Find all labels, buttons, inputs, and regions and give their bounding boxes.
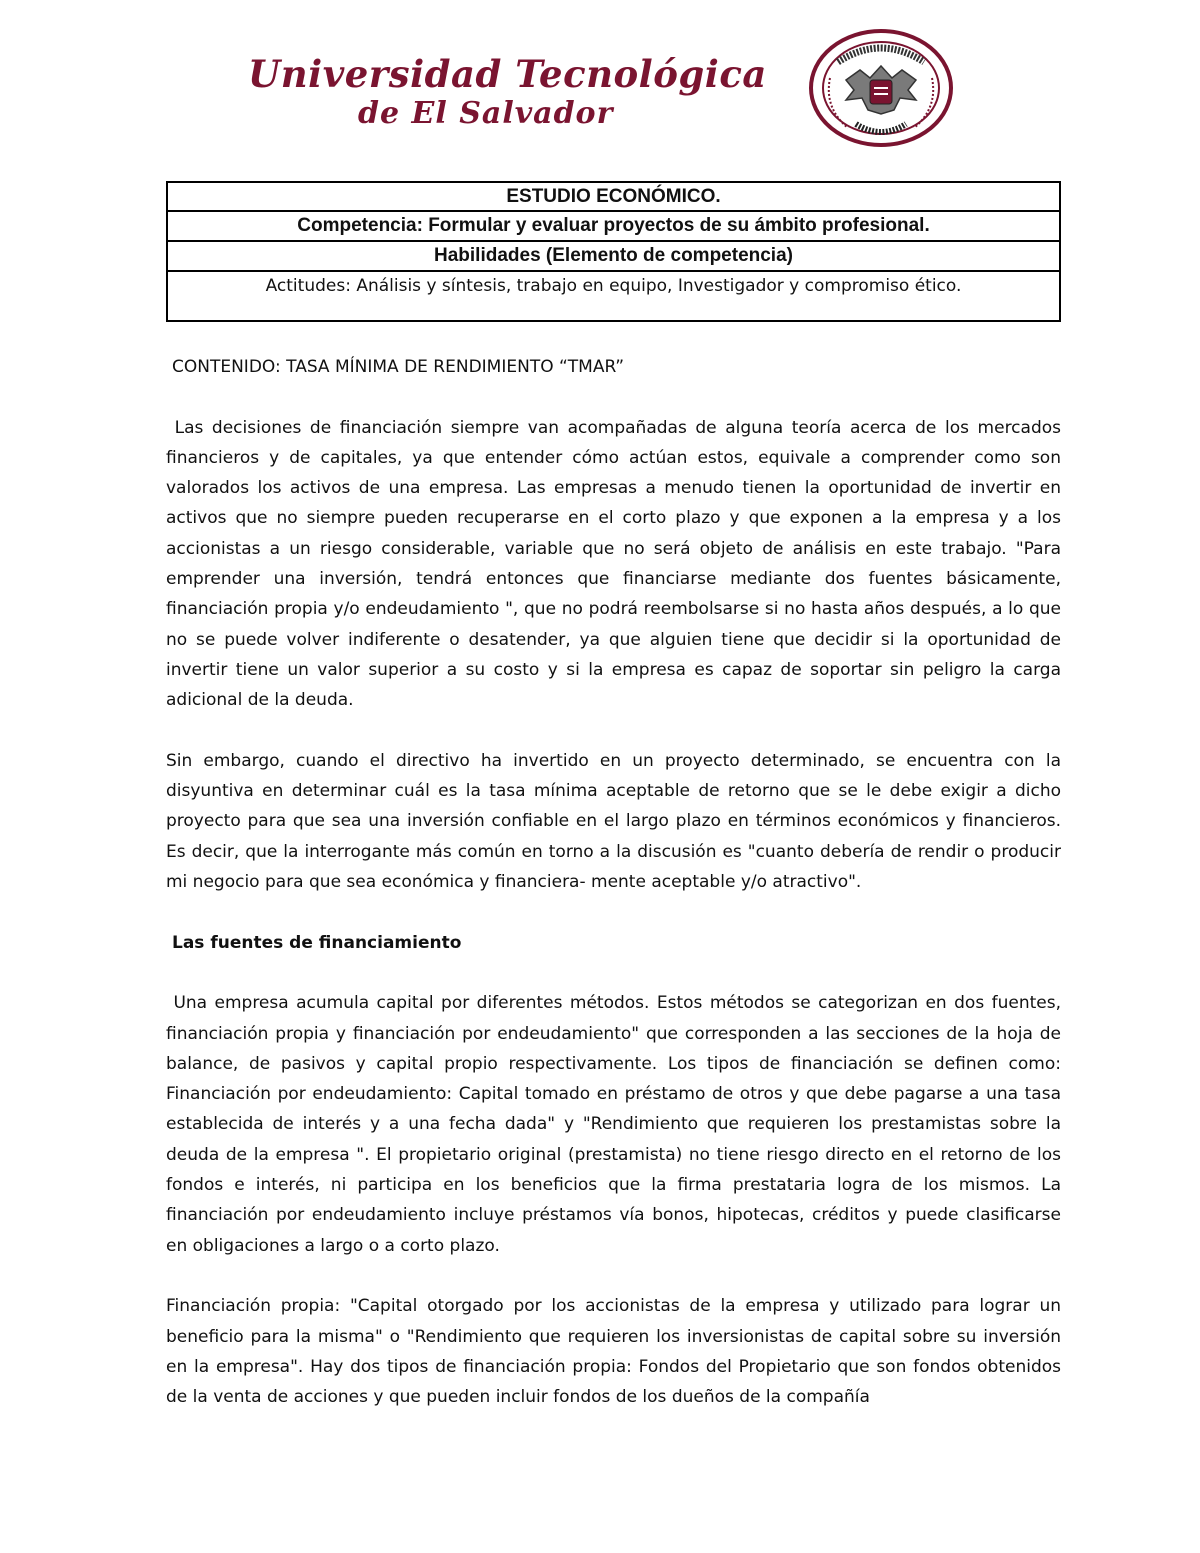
university-name-line2: de El Salvador xyxy=(358,96,614,131)
university-logo-wordmark xyxy=(248,52,793,142)
paragraph-1: Las decisiones de financiación siempre van acompañadas de alguna teoría acerca de los mercados financieros y de capitales, ya que entender cómo actúan estos, equivale a comprender como son valorados los activos de una empresa. Las empresas a menudo tienen la oportunidad de invertir en activos que no siempre pueden recuperarse en el corto plazo y que exponen a la empresa y a los accionistas a un riesgo considerable, variable que no será objeto de análisis en este trabajo. "Para emprender una inversión, tendrá entonces que financiarse mediante dos fuentes básicamente, financiación propia y/o endeudamiento ", que no podrá reembolsarse si no hasta años después, a lo que no se puede volver indiferente o desatender, ya que alguien tiene que decidir si la oportunidad de invertir tiene un valor superior a su costo y si la empresa es capaz de soportar sin peligro la carga adicional de la deuda. xyxy=(166,417,1067,711)
competencia-row: Competencia: Formular y evaluar proyectos de su ámbito profesional. xyxy=(167,211,1060,241)
section-subheading: Las fuentes de financiamiento xyxy=(172,932,462,953)
document-header xyxy=(0,0,1200,160)
table-title: ESTUDIO ECONÓMICO. xyxy=(167,182,1060,211)
paragraph-4: Financiación propia: "Capital otorgado por los accionistas de la empresa y utilizado para lograr un beneficio para la misma" o "Rendimiento que requieren los inversionistas de capital sobre su inversión en la empresa". Hay dos tipos de financiación propia: Fondos del Propietario que son fondos obtenidos de la venta de acciones y que pueden incluir fondos de los dueños de la compañía xyxy=(166,1296,1061,1408)
paragraph-2: Sin embargo, cuando el directivo ha invertido en un proyecto determinado, se encuentra con la disyuntiva en determinar cuál es la tasa mínima aceptable de retorno que se le debe exigir a dicho proyecto para que sea una inversión confiable en el largo plazo en términos económicos y financieros. Es decir, que la interrogante más común en torno a la discusión es "cuanto debería de rendir o producir mi negocio para que sea económica y financiera- mente aceptable y/o atractivo". xyxy=(166,750,1061,893)
document-body xyxy=(166,352,1067,1412)
university-name-line1: Universidad Tecnológica xyxy=(248,52,767,96)
university-seal-icon xyxy=(808,28,954,148)
competency-table xyxy=(166,181,1061,322)
paragraph-3: Una empresa acumula capital por diferentes métodos. Estos métodos se categorizan en dos fuentes, financiación propia y financiación por endeudamiento" que corresponden a las secciones de la hoja de balance, de pasivos y capital propio respectivamente. Los tipos de financiación se definen como: Financiación por endeudamiento: Capital tomado en préstamo de otros y que debe pagarse a una tasa establecida de interés y a una fecha dada" y "Rendimiento que requieren los prestamistas sobre la deuda de la empresa ". El propietario original (prestamista) no tiene riesgo directo en el retorno de los fondos e interés, ni participa en los beneficios que la firma prestataria logra de los mismos. La financiación por endeudamiento incluye préstamos vía bonos, hipotecas, créditos y puede clasificarse en obligaciones a largo o a corto plazo. xyxy=(166,993,1067,1256)
actitudes-row: Actitudes: Análisis y síntesis, trabajo en equipo, Investigador y compromiso ético. xyxy=(167,271,1060,321)
habilidades-row: Habilidades (Elemento de competencia) xyxy=(167,241,1060,271)
content-heading: CONTENIDO: TASA MÍNIMA DE RENDIMIENTO “TMAR” xyxy=(172,357,625,377)
